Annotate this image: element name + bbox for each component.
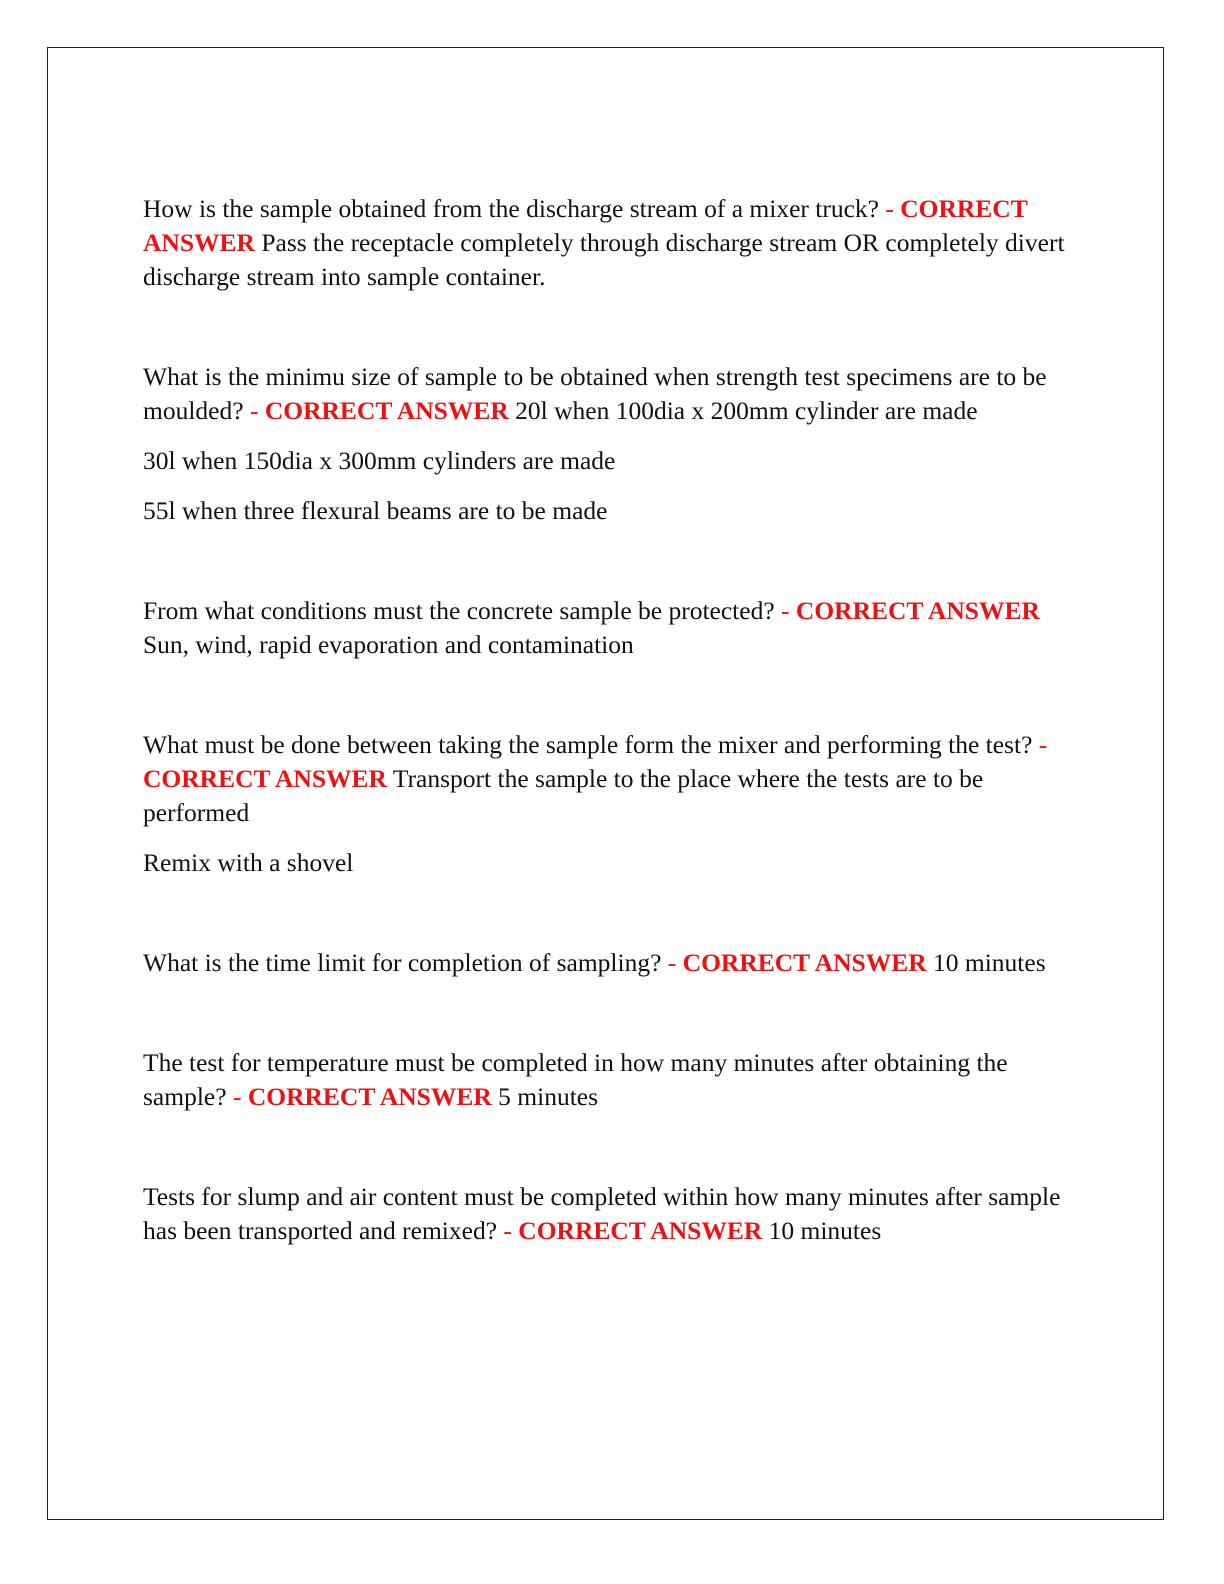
- answer-dash: -: [885, 194, 894, 223]
- correct-answer-marker: [250, 396, 509, 425]
- answer-dash: -: [249, 396, 259, 425]
- answer-label: CORRECT ANSWER: [143, 764, 387, 793]
- question-text: How is the sample obtained from the discharge stream of a mixer truck?: [143, 194, 879, 223]
- qa-item: [143, 728, 1083, 880]
- qa-item: [143, 192, 1083, 294]
- correct-answer-marker: [233, 1082, 492, 1111]
- correct-answer-marker: [503, 1216, 762, 1245]
- answer-text: Transport the sample to the place where the tests are to be performed: [143, 764, 984, 827]
- answer-extra-line: 30l when 150dia x 300mm cylinders are made: [143, 446, 616, 475]
- question-text: What is the time limit for completion of sampling?: [143, 948, 662, 977]
- answer-text: Pass the receptacle completely through discharge stream OR completely divert discharge stream into sample container.: [143, 228, 1065, 291]
- question-text: What must be done between taking the sample form the mixer and performing the test?: [143, 730, 1033, 759]
- answer-extra-line: Remix with a shovel: [143, 848, 354, 877]
- qa-paragraph: [143, 946, 1083, 980]
- answer-label: CORRECT ANSWER: [143, 194, 1028, 257]
- answer-text: 20l when 100dia x 200mm cylinder are made: [515, 396, 978, 425]
- question-text: Tests for slump and air content must be completed within how many minutes after sample has been transported and remixed?: [143, 1182, 1061, 1245]
- answer-dash: -: [781, 596, 790, 625]
- answer-text: 10 minutes: [933, 948, 1046, 977]
- answer-text: 10 minutes: [768, 1216, 882, 1245]
- qa-item: [143, 1180, 1083, 1248]
- qa-paragraph: [143, 594, 1083, 662]
- question-text: What is the minimu size of sample to be obtained when strength test specimens are to be moulded?: [143, 362, 1047, 425]
- qa-item: [143, 594, 1083, 662]
- answer-dash: -: [1038, 730, 1048, 759]
- answer-label: CORRECT ANSWER: [795, 596, 1040, 625]
- answer-text: Sun, wind, rapid evaporation and contamination: [143, 630, 634, 659]
- qa-item: [143, 1046, 1083, 1114]
- qa-paragraph: [143, 728, 1083, 830]
- answer-text: 5 minutes: [498, 1082, 599, 1111]
- answer-label: CORRECT ANSWER: [682, 948, 927, 977]
- answer-label: CORRECT ANSWER: [518, 1216, 763, 1245]
- correct-answer-marker: [781, 596, 1040, 625]
- qa-paragraph: [143, 1046, 1083, 1114]
- question-text: From what conditions must the concrete sample be protected?: [143, 596, 775, 625]
- qa-item: [143, 946, 1083, 980]
- correct-answer-marker: [668, 948, 927, 977]
- question-text: The test for temperature must be completed in how many minutes after obtaining the sample?: [143, 1048, 1008, 1111]
- qa-list: [143, 192, 1083, 1314]
- answer-label: CORRECT ANSWER: [247, 1082, 492, 1111]
- answer-label: CORRECT ANSWER: [264, 396, 509, 425]
- answer-dash: -: [232, 1082, 242, 1111]
- answer-extra-line: 55l when three flexural beams are to be made: [143, 496, 608, 525]
- answer-dash: -: [503, 1216, 512, 1245]
- qa-paragraph: [143, 192, 1083, 294]
- qa-item: [143, 360, 1083, 528]
- qa-paragraph: [143, 1180, 1083, 1248]
- qa-paragraph: [143, 360, 1083, 428]
- answer-dash: -: [667, 948, 677, 977]
